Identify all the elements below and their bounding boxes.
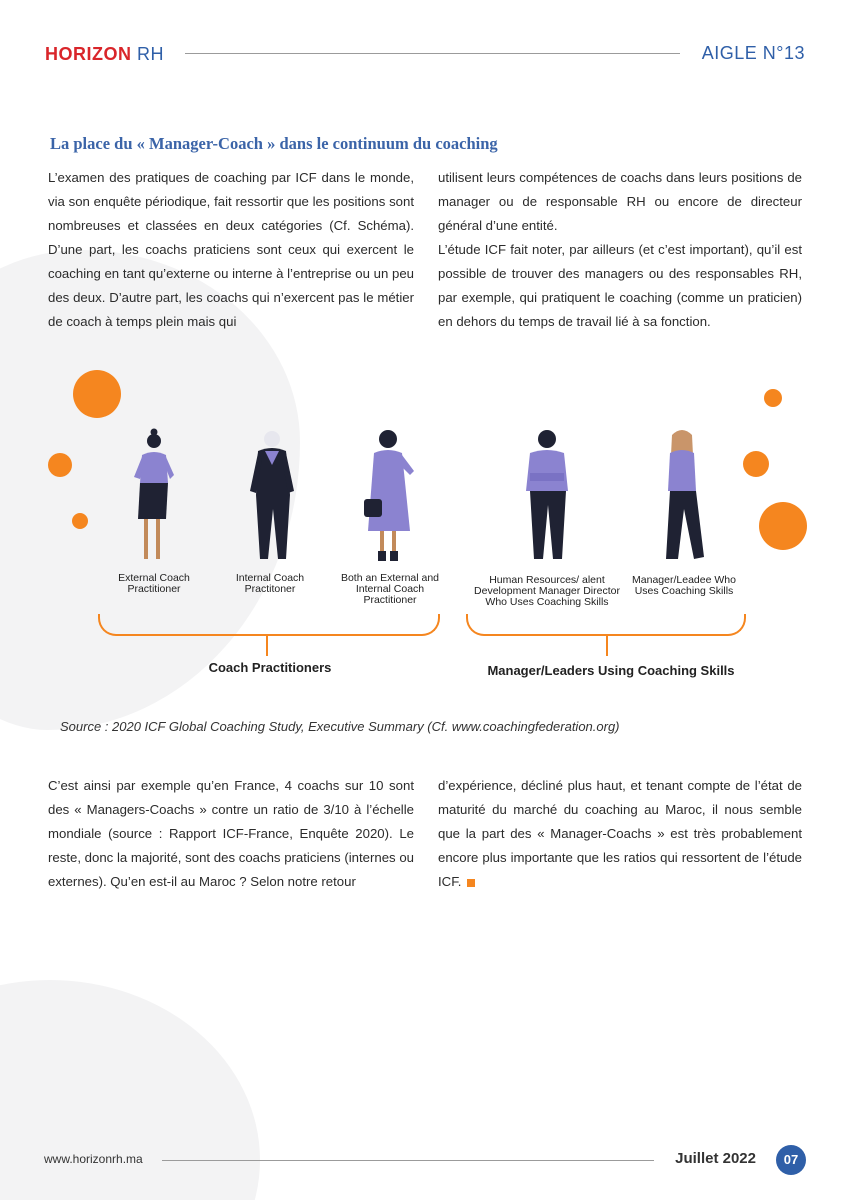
bracket-stem	[606, 636, 608, 656]
page-number: 07	[776, 1145, 806, 1175]
person-internal-coach-icon	[250, 431, 294, 559]
figure-label-internal-coach: Internal Coach Practitoner	[235, 572, 305, 595]
decor-dot	[759, 502, 807, 550]
figure-label-both-coach: Both an External and Internal Coach Practitioner	[340, 572, 440, 606]
person-both-coach-icon	[364, 430, 414, 561]
figure-label-manager: Manager/Leadee Who Uses Coaching Skills	[632, 574, 736, 597]
issue-number: AIGLE N°13	[701, 43, 805, 63]
footer-rule	[162, 1160, 654, 1161]
brand-name: HORIZON	[45, 44, 132, 64]
paragraph: L’étude ICF fait noter, par ailleurs (et c’est important), qu’il est possible de trouver des managers ou des responsables RH, par exemple, qui pratiquent le coaching (comme un praticien) en dehors du temps de travail lié à sa fonction.	[438, 242, 802, 329]
page-header	[45, 40, 805, 70]
figure-source-caption: Source : 2020 ICF Global Coaching Study, Executive Summary (Cf. www.coachingfederation.org)	[60, 719, 620, 734]
paragraph: utilisent leurs compétences de coachs dans leurs positions de manager ou de responsable RH ou encore de directeur général d’une entité.	[438, 170, 802, 233]
person-manager-icon	[666, 430, 704, 559]
section-title: La place du « Manager-Coach » dans le continuum du coaching	[50, 134, 498, 153]
top-left-column	[48, 166, 414, 334]
bottom-left-column	[48, 774, 414, 894]
top-right-column	[438, 166, 802, 334]
paragraph: C’est ainsi par exemple qu’en France, 4 coachs sur 10 sont des « Managers-Coachs » contre un ratio de 3/10 à l’échelle mondiale (source : Rapport ICF-France, Enquête 2020). Le reste, donc la majorité, sont des coachs praticiens (internes ou externes). Qu’en est-il au Maroc ? Selon notre retour	[48, 778, 414, 889]
decor-dot	[72, 513, 88, 529]
group-label-manager-leaders: Manager/Leaders Using Coaching Skills	[487, 663, 735, 678]
bracket-coach-practitioners	[98, 614, 440, 636]
person-hr-manager-icon	[526, 430, 568, 559]
bottom-right-column	[438, 774, 802, 894]
decor-dot	[743, 451, 769, 477]
coaching-continuum-illustration	[110, 425, 730, 565]
decor-dot	[764, 389, 782, 407]
brand-logo	[45, 44, 164, 65]
header-rule	[185, 53, 680, 54]
figure-label-hr-manager: Human Resources/ alent Development Manager Director Who Uses Coaching Skills	[474, 574, 620, 608]
decor-dot	[73, 370, 121, 418]
person-external-coach-icon	[134, 429, 174, 560]
end-of-article-mark	[467, 879, 475, 887]
brand-suffix: RH	[137, 44, 165, 64]
bracket-manager-leaders	[466, 614, 746, 636]
figure-label-external-coach: External Coach Practitioner	[118, 572, 190, 595]
group-label-coach-practitioners: Coach Practitioners	[208, 660, 332, 675]
bracket-stem	[266, 636, 268, 656]
paragraph-text: d’expérience, décliné plus haut, et tenant compte de l’état de maturité du marché du coaching au Maroc, il nous semble que la part des « Manager-Coachs » est très probablement encore plus importante que les ratios qui ressortent de l’étude ICF.	[438, 778, 802, 889]
website-link[interactable]: www.horizonrh.ma	[44, 1152, 143, 1166]
issue-date: Juillet 2022	[675, 1150, 756, 1167]
paragraph	[438, 774, 802, 894]
page-footer	[44, 1148, 806, 1172]
paragraph: L’examen des pratiques de coaching par ICF dans le monde, via son enquête périodique, fait ressortir que les positions sont nombreuses et classées en deux catégories (Cf. Schéma). D’une part, les coachs praticiens sont ceux qui exercent le coaching en tant qu’externe ou interne à l’entreprise ou un peu des deux. D’autre part, les coachs qui n’exercent pas le métier de coach à temps plein mais qui	[48, 170, 414, 329]
decor-dot	[48, 453, 72, 477]
